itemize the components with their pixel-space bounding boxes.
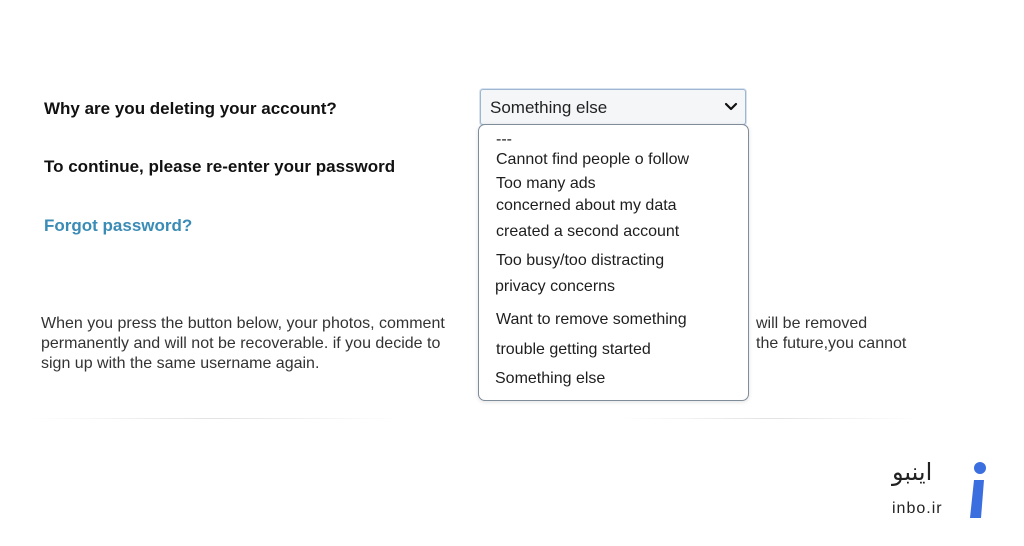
- chevron-down-icon: [723, 99, 739, 115]
- reason-select[interactable]: [480, 89, 746, 125]
- warning-line-3: sign up with the same username again.: [41, 355, 320, 372]
- dropdown-option[interactable]: Cannot find people o follow: [496, 151, 690, 168]
- forgot-password-link[interactable]: Forgot password?: [44, 216, 193, 235]
- inbo-i-logo-icon: [966, 460, 990, 520]
- dropdown-option[interactable]: Something else: [495, 370, 606, 387]
- dropdown-option[interactable]: trouble getting started: [496, 341, 651, 358]
- warning-line-2-right: the future,you cannot: [756, 335, 907, 352]
- warning-line-1-left: When you press the button below, your photos, comment: [41, 315, 445, 332]
- reason-dropdown-list[interactable]: [478, 124, 749, 401]
- warning-line-1-right: will be removed: [756, 315, 868, 332]
- warning-line-2-left: permanently and will not be recoverable. if you decide to: [41, 335, 441, 352]
- dropdown-option[interactable]: Too busy/too distracting: [496, 252, 665, 269]
- dropdown-option[interactable]: Too many ads: [496, 175, 596, 192]
- password-prompt-label: To continue, please re-enter your password: [44, 157, 396, 176]
- reason-question-label: Why are you deleting your account?: [44, 99, 337, 118]
- section-divider-right: [620, 418, 920, 419]
- reason-select-value: Something else: [490, 98, 608, 117]
- dropdown-option[interactable]: Want to remove something: [496, 311, 687, 328]
- watermark-persian-text: اینبو: [892, 458, 933, 486]
- dropdown-option[interactable]: concerned about my data: [496, 197, 677, 214]
- dropdown-option[interactable]: created a second account: [496, 223, 680, 240]
- section-divider-left: [30, 418, 400, 419]
- dropdown-option[interactable]: ---: [496, 131, 512, 148]
- watermark-site-text: inbo.ir: [892, 500, 943, 517]
- inbo-watermark: [880, 456, 1000, 526]
- dropdown-option[interactable]: privacy concerns: [495, 278, 616, 295]
